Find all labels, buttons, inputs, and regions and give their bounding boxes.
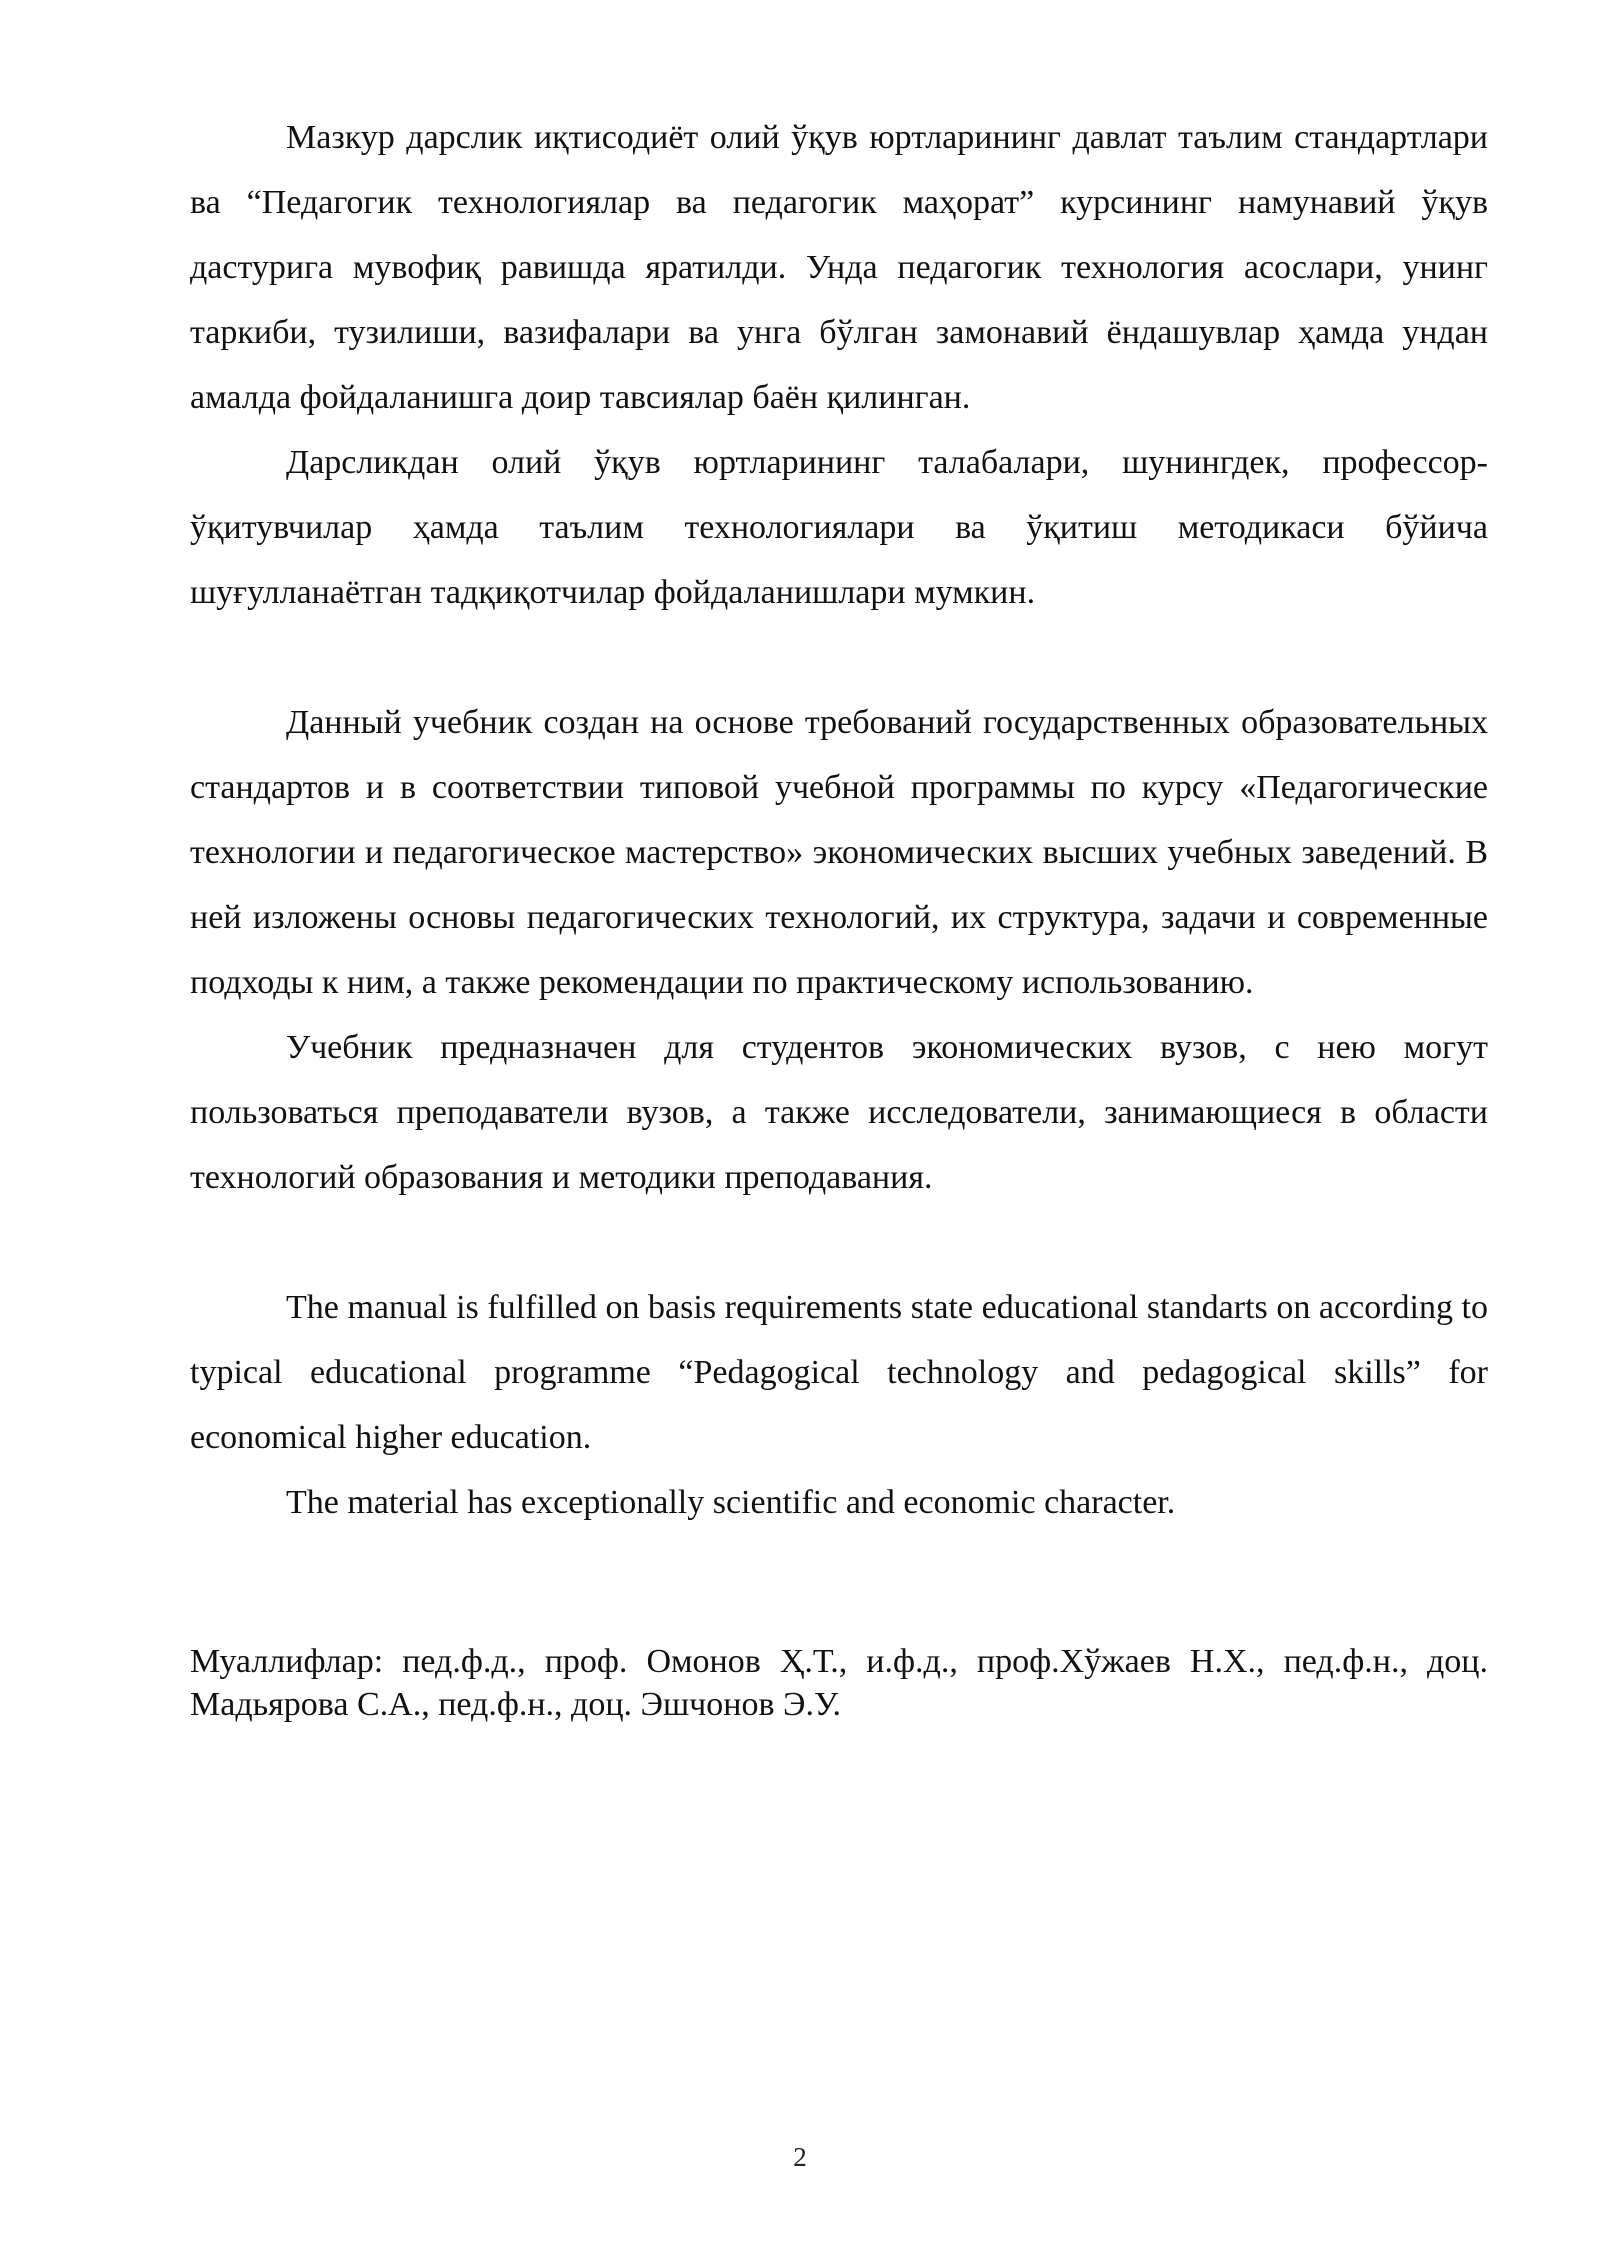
russian-abstract-paragraph-2: Учебник предназначен для студентов экономических вузов, с нею могут пользоваться преподаватели вузов, а также исследователи, занимающиеся в области технологий образования и методики преподавания. bbox=[190, 1029, 1488, 1196]
uzbek-abstract bbox=[190, 105, 1488, 625]
russian-abstract bbox=[190, 690, 1488, 1210]
english-abstract-paragraph-1: The manual is fulfilled on basis requirements state educational standarts on according to typical educational programme “Pedagogical technology and pedagogical skills” for economical higher education. bbox=[190, 1289, 1488, 1456]
section-spacer bbox=[190, 1210, 1488, 1275]
page-number: 2 bbox=[793, 2142, 807, 2172]
section-spacer bbox=[190, 1535, 1488, 1600]
authors-list: Муаллифлар: пед.ф.д., проф. Омонов Ҳ.Т., и.ф.д., проф.Хўжаев Н.Х., пед.ф.н., доц. Мадьярова С.А., пед.ф.н., доц. Эшчонов Э.У. bbox=[190, 1643, 1488, 1723]
uzbek-abstract-paragraph-1: Мазкур дарслик иқтисодиёт олий ўқув юртларининг давлат таълим стандартлари ва “Педагогик технологиялар ва педагогик маҳорат” курсининг намунавий ўқув дастурига мувофиқ равишда яратилди. Унда педагогик технология асослари, унинг таркиби, тузилиши, вазифалари ва унга бўлган замонавий ёндашувлар ҳамда ундан амалда фойдаланишга доир тавсиялар баён қилинган. bbox=[190, 119, 1488, 416]
english-abstract bbox=[190, 1275, 1488, 1535]
english-abstract-paragraph-2: The material has exceptionally scientific and economic character. bbox=[286, 1484, 1176, 1521]
section-spacer bbox=[190, 625, 1488, 690]
page-body bbox=[190, 105, 1488, 1726]
section-spacer bbox=[190, 1600, 1488, 1640]
russian-abstract-paragraph-1: Данный учебник создан на основе требований государственных образовательных стандартов и в соответствии типовой учебной программы по курсу «Педагогические технологии и педагогическое мастерство» экономических высших учебных заведений. В ней изложены основы педагогических технологий, их структура, задачи и современные подходы к ним, а также рекомендации по практическому использованию. bbox=[190, 704, 1488, 1001]
uzbek-abstract-paragraph-2: Дарсликдан олий ўқув юртларининг талабалари, шунингдек, профессор-ўқитувчилар ҳамда таълим технологиялари ва ўқитиш методикаси бўйича шуғулланаётган тадқиқотчилар фойдаланишлари мумкин. bbox=[190, 444, 1488, 611]
